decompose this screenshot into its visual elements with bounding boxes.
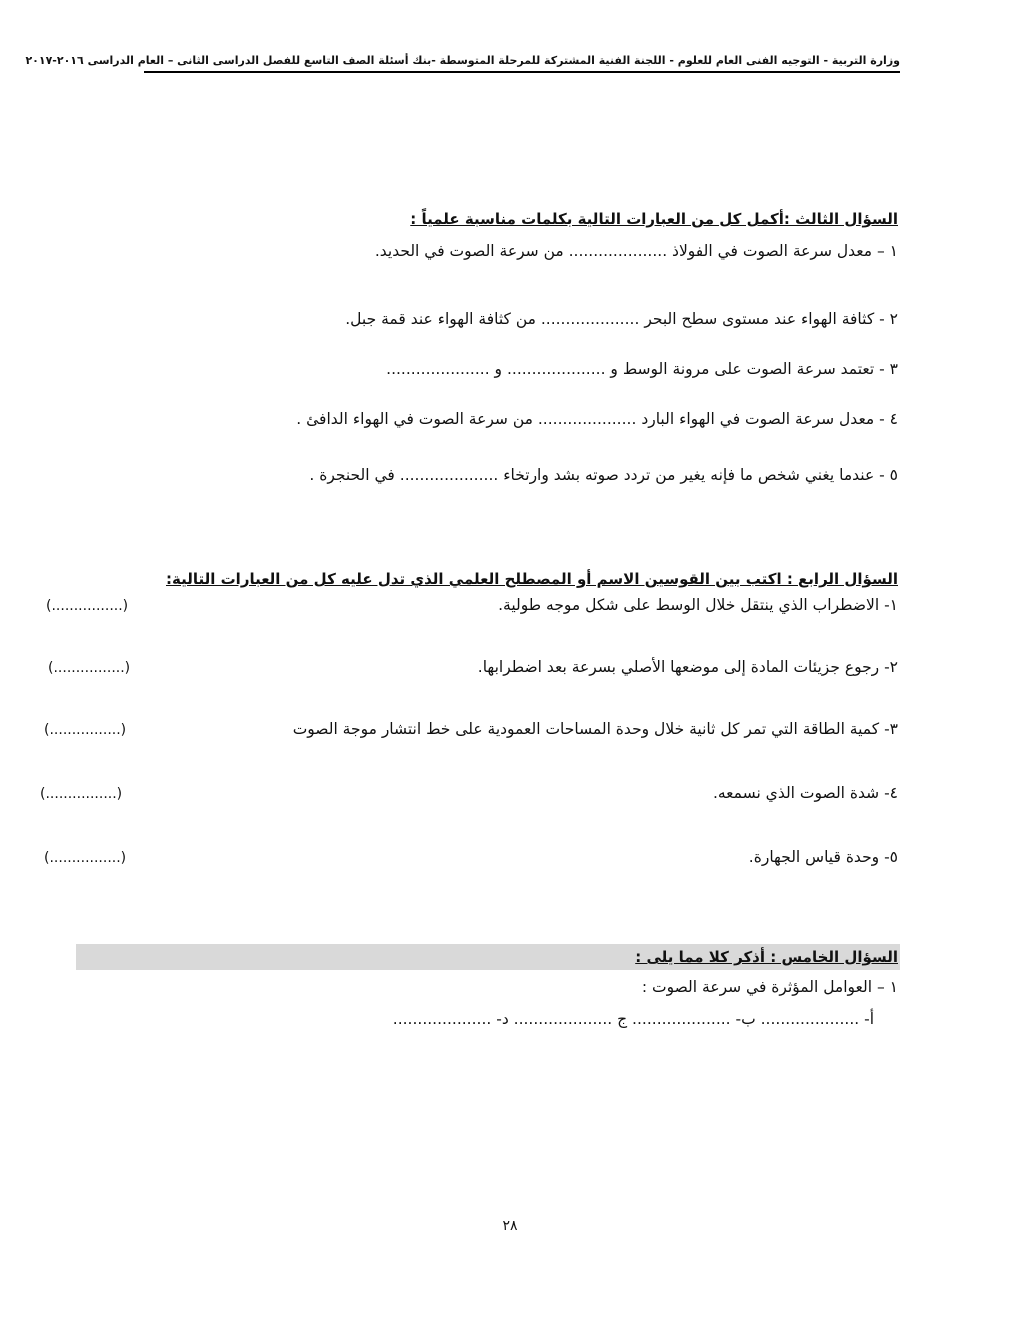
question-5-title: السؤال الخامس : أذكر كلا مما يلى : [635,948,898,966]
page-header: وزارة التربية - التوجيه الفنى العام للعلوم - اللجنة الفنية المشتركة للمرحلة المتوسطة -بنك أسئلة الصف التاسع للفصل الدراسى الثانى – العام الدراسى ٢٠١٦-٢٠١٧ [144,54,900,73]
page-number: ٢٨ [502,1218,518,1234]
question-3-item-4: ٤ - معدل سرعة الصوت في الهواء البارد .................... من سرعة الصوت في الهواء الدافئ . [296,410,898,428]
answer-blank-5[interactable]: (................) [44,850,127,866]
question-3-title: السؤال الثالث :أكمل كل من العبارات التالية بكلمات مناسبة علمياً : [410,210,898,228]
answer-blank-3[interactable]: (................) [44,722,127,738]
question-3-item-2: ٢ - كثافة الهواء عند مستوى سطح البحر .................... من كثافة الهواء عند قمة جبل. [345,310,898,328]
question-4-item-2: ٢- رجوع جزيئات المادة إلى موضعها الأصلي بسرعة بعد اضطرابها. [477,658,898,676]
question-3-item-5: ٥ - عندما يغني شخص ما فإنه يغير من تردد صوته بشد وارتخاء .................... في الحنجرة . [309,466,898,484]
question-4-item-4: ٤- شدة الصوت الذي نسمعه. [712,784,898,802]
question-4-item-1: ١- الاضطراب الذي ينتقل خلال الوسط على شكل موجه طولية. [498,596,898,614]
question-5-choices: أ- .................... ب- .................... ج .................... د- .................... [392,1010,874,1028]
question-3-item-1: ١ – معدل سرعة الصوت في الفولاذ .................... من سرعة الصوت في الحديد. [374,242,898,260]
answer-blank-4[interactable]: (................) [40,786,123,802]
question-4-item-5: ٥- وحدة قياس الجهارة. [748,848,898,866]
question-5-item-1: ١ – العوامل المؤثرة في سرعة الصوت : [641,978,898,996]
answer-blank-1[interactable]: (................) [46,598,129,614]
answer-blank-2[interactable]: (................) [48,660,131,676]
question-4-item-3: ٣- كمية الطاقة التي تمر كل ثانية خلال وحدة المساحات العمودية على خط انتشار موجة الصوت [292,720,898,738]
question-4-title: السؤال الرابع : اكتب بين القوسين الاسم أو المصطلح العلمي الذي تدل عليه كل من العبارات التالية: [166,570,898,588]
question-3-item-3: ٣ - تعتمد سرعة الصوت على مرونة الوسط و .................... و ..................... [386,360,898,378]
